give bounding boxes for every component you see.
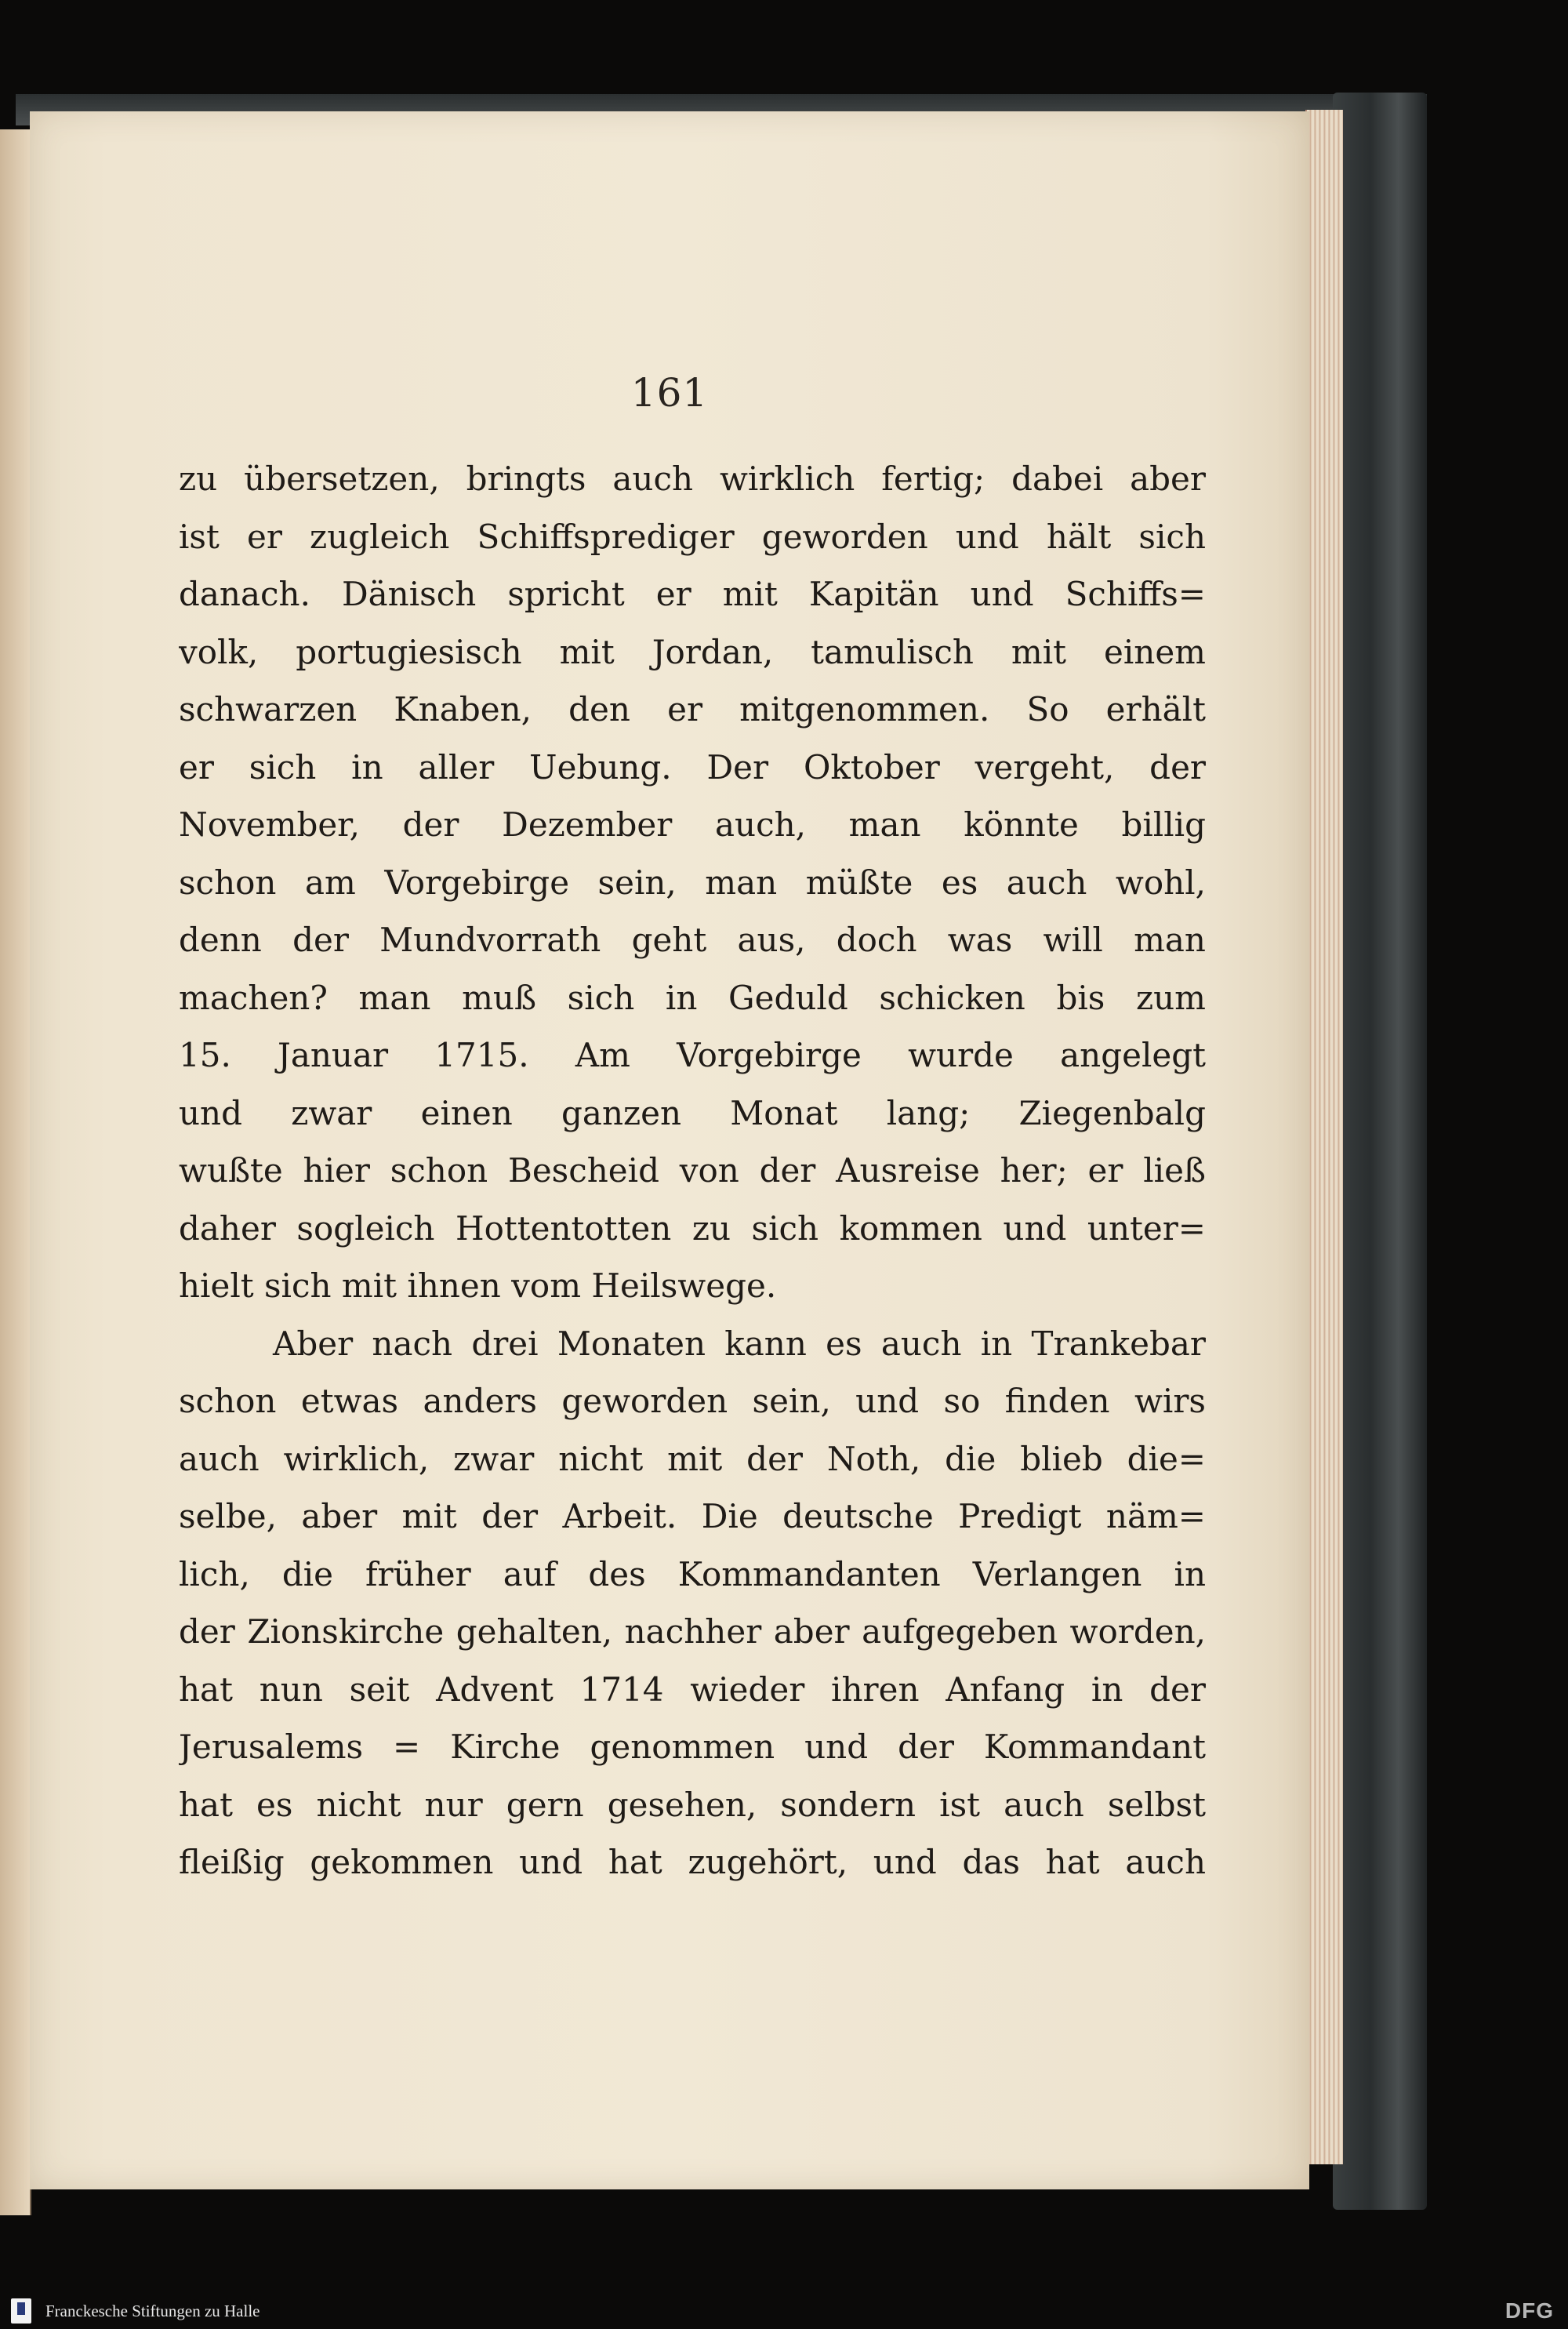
text-line: hat es nicht nur gern gesehen, sondern ist auch selbst: [179, 1785, 1206, 1824]
text-line: denn der Mundvorrath geht aus, doch was will man: [179, 921, 1206, 959]
book-cover-edge: [1333, 93, 1427, 2210]
text-line: hat nun seit Advent 1714 wieder ihren Anfang in der: [179, 1670, 1206, 1709]
text-line: schon am Vorgebirge sein, man müßte es auch wohl,: [179, 863, 1206, 902]
text-line: auch wirklich, zwar nicht mit der Noth, die blieb die=: [179, 1439, 1206, 1478]
text-line: November, der Dezember auch, man könnte billig: [179, 805, 1206, 844]
text-line: er sich in aller Uebung. Der Oktober vergeht, der: [179, 747, 1206, 787]
text-line: schwarzen Knaben, den er mitgenommen. So erhält: [179, 690, 1206, 728]
text-line: selbe, aber mit der Arbeit. Die deutsche Predigt näm=: [179, 1497, 1206, 1535]
footer-bar: [0, 2294, 1568, 2329]
text-line: lich, die früher auf des Kommandanten Verlangen in: [179, 1554, 1206, 1593]
text-line: der Zionskirche gehalten, nachher aber aufgegeben worden,: [179, 1612, 1206, 1651]
text-line: ist er zugleich Schiffsprediger geworden und hält sich: [179, 517, 1206, 556]
paragraph-end-line: hielt sich mit ihnen vom Heilswege.: [179, 1266, 777, 1305]
text-line: fleißig gekommen und hat zugehört, und das hat auch: [179, 1843, 1206, 1881]
text-line: danach. Dänisch spricht er mit Kapitän und Schiffs=: [179, 575, 1206, 613]
text-line: Jerusalems = Kirche genommen und der Kommandant: [179, 1728, 1206, 1766]
facing-page-edge: [0, 129, 31, 2215]
text-line: 15. Januar 1715. Am Vorgebirge wurde angelegt: [179, 1036, 1206, 1074]
text-line: volk, portugiesisch mit Jordan, tamulisch mit einem: [179, 632, 1206, 671]
text-line: wußte hier schon Bescheid von der Ausreise her; er ließ: [179, 1151, 1206, 1190]
funder-logo: DFG: [1504, 2298, 1554, 2323]
text-line: schon etwas anders geworden sein, und so finden wirs: [179, 1382, 1206, 1420]
text-line: zu übersetzen, bringts auch wirklich fertig; dabei aber: [179, 460, 1206, 498]
institution-logo-icon: [11, 2298, 31, 2324]
institution-name: Franckesche Stiftungen zu Halle: [45, 2302, 260, 2320]
text-line: und zwar einen ganzen Monat lang; Ziegenbalg: [179, 1093, 1206, 1132]
paragraph-start-line: Aber nach drei Monaten kann es auch in Trankebar: [273, 1324, 1206, 1363]
body-text: [179, 450, 1206, 1891]
page-stack-edges: [1305, 110, 1343, 2164]
page-number: 161: [630, 370, 709, 416]
text-line: machen? man muß sich in Geduld schicken bis zum: [179, 978, 1206, 1017]
text-line: daher sogleich Hottentotten zu sich kommen und unter=: [179, 1208, 1206, 1248]
book-page: [30, 111, 1309, 2189]
